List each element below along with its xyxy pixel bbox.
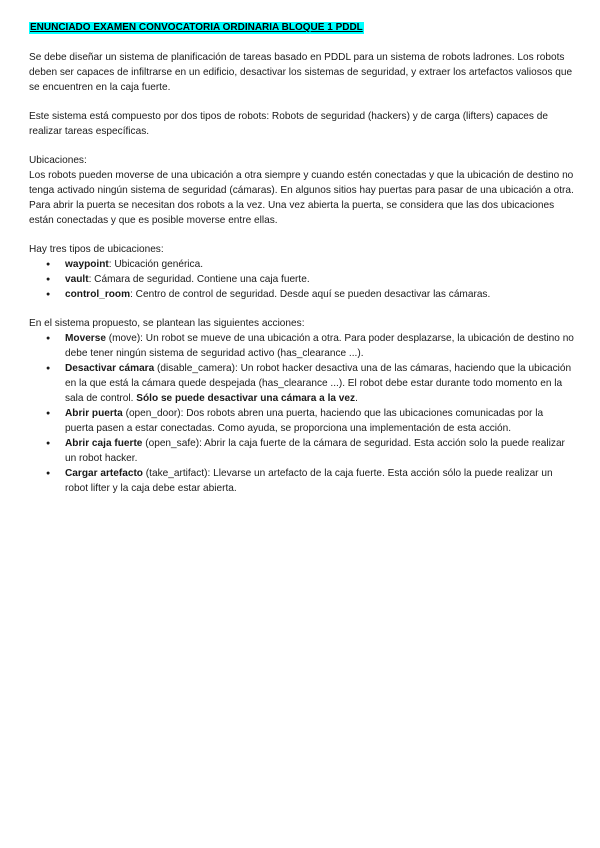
locations-section <box>29 153 574 228</box>
list-item <box>65 466 574 496</box>
list-item <box>65 361 574 406</box>
actions-list <box>29 331 574 496</box>
document-title: ENUNCIADO EXAMEN CONVOCATORIA ORDINARIA BLOQUE 1 PDDL <box>30 22 363 33</box>
action-term: Abrir caja fuerte <box>65 438 143 449</box>
action-term: Desactivar cámara <box>65 363 155 374</box>
intro-paragraph: Se debe diseñar un sistema de planificación de tareas basado en PDDL para un sistema de robots ladrones. Los robots deben ser capaces de infiltrarse en un edificio, desactivar los sistemas de seguridad, y extraer los artefactos valiosos que se encuentren en la caja fuerte. <box>29 52 573 93</box>
locations-heading: Ubicaciones: <box>29 155 87 166</box>
locations-paragraph: Los robots pueden moverse de una ubicación a otra siempre y cuando estén conectadas y que la ubicación de destino no tenga activado ningún sistema de seguridad (cámaras). En algunos sitios hay puertas para pasar de una ubicación a otra. Para abrir la puerta se necesitan dos robots a la vez. Una vez abierta la puerta, se considera que las dos ubicaciones están conectadas y que es posible moverse entre ellas. <box>29 170 574 226</box>
type-desc: : Ubicación genérica. <box>108 259 204 270</box>
types-heading: Hay tres tipos de ubicaciones: <box>29 244 164 255</box>
list-item <box>65 257 574 272</box>
actions-heading: En el sistema propuesto, se plantean las siguientes acciones: <box>29 318 305 329</box>
type-term: waypoint <box>65 259 109 270</box>
type-desc: : Centro de control de seguridad. Desde aquí se pueden desactivar las cámaras. <box>130 289 491 300</box>
list-item <box>65 272 574 287</box>
action-term: Moverse <box>65 333 106 344</box>
action-term: Cargar artefacto <box>65 468 143 479</box>
action-desc: (move): Un robot se mueve de una ubicación a otra. Para poder desplazarse, la ubicación de destino no debe tener ningún sistema de seguridad activo (has_clearance ...). <box>65 333 574 359</box>
types-list <box>29 257 574 302</box>
action-desc: (take_artifact): Llevarse un artefacto de la caja fuerte. Esta acción sólo la puede realizar un robot lifter y la caja debe estar abierta. <box>65 468 553 494</box>
system-paragraph: Este sistema está compuesto por dos tipos de robots: Robots de seguridad (hackers) y de carga (lifters) capaces de realizar tareas específicas. <box>29 111 548 137</box>
list-item <box>65 406 574 436</box>
action-desc: (disable_camera): Un robot hacker desactiva una de las cámaras, haciendo que la ubicación en la que está la cámara quede despejada (has_clearance ...). El robot debe estar durante todo momento en la sala de control. <box>65 363 572 404</box>
action-emphasis: Sólo se puede desactivar una cámara a la vez <box>136 393 356 404</box>
action-tail: . <box>355 393 358 404</box>
type-term: vault <box>65 274 89 285</box>
list-item <box>65 331 574 361</box>
action-desc: (open_safe): Abrir la caja fuerte de la cámara de seguridad. Esta acción solo la puede realizar un robot hacker. <box>65 438 565 464</box>
list-item <box>65 287 574 302</box>
action-desc: (open_door): Dos robots abren una puerta, haciendo que las ubicaciones comunicadas por la puerta pasen a estar conectadas. Como ayuda, se proporciona una implementación de esta acción. <box>65 408 544 434</box>
action-term: Abrir puerta <box>65 408 123 419</box>
list-item <box>65 436 574 466</box>
actions-section <box>29 316 574 496</box>
type-term: control_room <box>65 289 131 300</box>
document-page <box>29 20 574 510</box>
type-desc: : Cámara de seguridad. Contiene una caja fuerte. <box>88 274 310 285</box>
types-section <box>29 242 574 302</box>
